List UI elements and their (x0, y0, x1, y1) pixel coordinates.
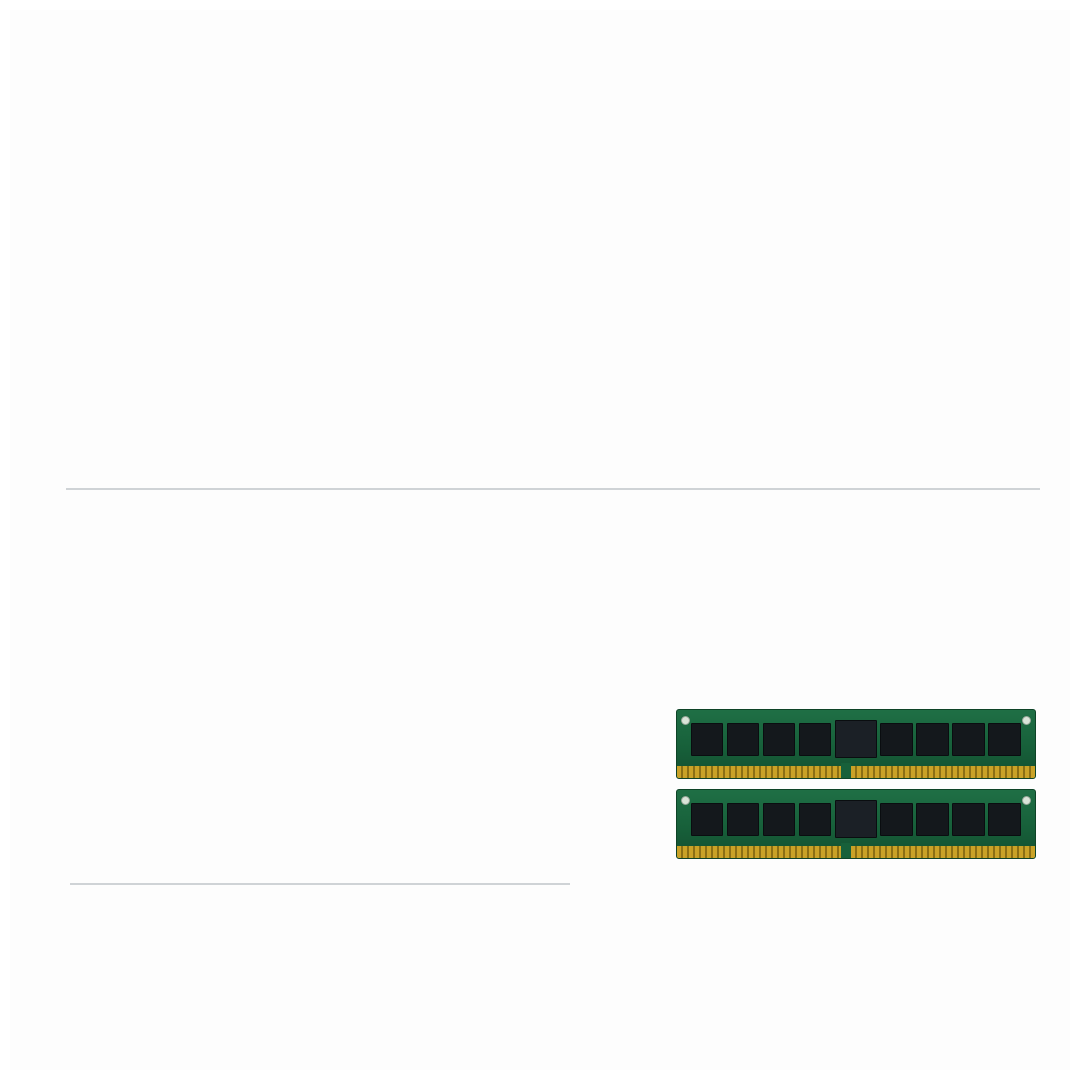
ram-module-illustration-1 (676, 709, 1037, 779)
ram-chip (691, 803, 723, 836)
ram-notch (841, 843, 851, 858)
ram-chip (988, 723, 1020, 756)
chart-bottom-right-plot (652, 685, 1044, 885)
ram-gold-pins (677, 766, 1036, 778)
chart-top-bars (66, 140, 1040, 490)
chart-bottom-left (18, 645, 588, 975)
ram-chip (727, 723, 759, 756)
ram-module-illustration-2 (676, 789, 1037, 859)
ram-chip (952, 723, 984, 756)
ram-controller-chip (835, 720, 877, 758)
ram-chip (763, 723, 795, 756)
ram-mount-hole (681, 796, 690, 805)
ram-chip (763, 803, 795, 836)
ram-chip (916, 803, 948, 836)
chart-bottom-left-plot (70, 685, 570, 885)
ram-module-2-chips (691, 800, 1021, 839)
chart-bottom-left-axis (70, 883, 570, 885)
chart-bottom-right (600, 645, 1062, 975)
ram-module-1-chips (691, 720, 1021, 759)
ram-mount-hole (681, 716, 690, 725)
ram-mount-hole (1022, 716, 1031, 725)
ram-chip (880, 803, 912, 836)
ram-chip (916, 723, 948, 756)
ram-chip (691, 723, 723, 756)
chart-top (18, 120, 1062, 540)
chart-top-plot (66, 140, 1040, 490)
ram-notch (841, 763, 851, 778)
ram-chip (988, 803, 1020, 836)
chart-bottom-left-bars (70, 685, 570, 885)
ram-gold-pins (677, 846, 1036, 858)
ram-chip (880, 723, 912, 756)
ram-chip (952, 803, 984, 836)
ram-controller-chip (835, 800, 877, 838)
ram-mount-hole (1022, 796, 1031, 805)
ram-chip (799, 723, 831, 756)
ram-chip (799, 803, 831, 836)
chart-top-axis (66, 488, 1040, 490)
ram-chip (727, 803, 759, 836)
